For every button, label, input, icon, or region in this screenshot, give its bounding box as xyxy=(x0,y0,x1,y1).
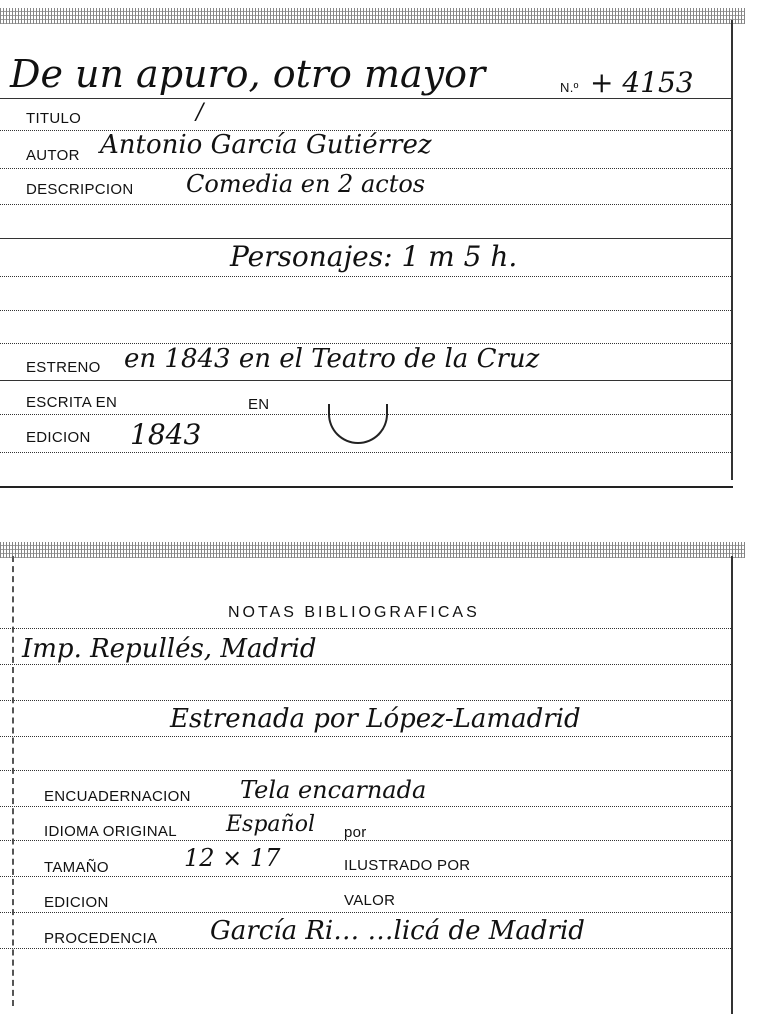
field-value-encuadernacion: Tela encarnada xyxy=(240,776,427,804)
rule-line xyxy=(0,628,731,629)
field-value-estreno: en 1843 en el Teatro de la Cruz xyxy=(124,344,540,374)
note-line-1: Imp. Repullés, Madrid xyxy=(22,634,317,664)
card-top-edge-texture xyxy=(0,8,745,24)
rule-line xyxy=(0,238,731,239)
field-value-edicion: 1843 xyxy=(130,418,202,451)
rule-line xyxy=(0,310,731,311)
field-label-idioma-original: IDIOMA ORIGINAL xyxy=(44,823,177,840)
field-label-escrita-en: ESCRITA EN xyxy=(26,394,118,411)
rule-line xyxy=(0,736,731,737)
rule-line xyxy=(0,912,731,913)
field-label-autor: AUTOR xyxy=(26,147,80,164)
field-label-tamano: TAMAÑO xyxy=(44,859,109,876)
field-value-idioma-original: Español xyxy=(226,812,315,837)
rule-line xyxy=(0,806,731,807)
field-value-personajes: Personajes: 1 m 5 h. xyxy=(230,240,518,273)
handwritten-title: De un apuro, otro mayor xyxy=(10,52,486,96)
rule-line xyxy=(0,276,731,277)
rule-line xyxy=(0,380,731,381)
field-label-encuadernacion: ENCUADERNACION xyxy=(44,788,191,805)
handwritten-catalog-number: + 4153 xyxy=(590,66,694,99)
field-label-en: EN xyxy=(248,396,270,413)
field-label-por: por xyxy=(344,824,367,841)
card-bottom-left-border xyxy=(12,556,14,1006)
card-bottom-right-border xyxy=(731,556,733,1014)
field-label-estreno: ESTRENO xyxy=(26,359,101,376)
rule-line xyxy=(0,452,731,453)
field-label-titulo: TITULO xyxy=(26,110,82,127)
rule-line xyxy=(0,204,731,205)
field-label-procedencia: PROCEDENCIA xyxy=(44,930,158,947)
rule-line xyxy=(0,664,731,665)
field-value-tamano: 12 × 17 xyxy=(184,844,281,872)
field-label-ilustrado-por: ILUSTRADO POR xyxy=(344,857,471,874)
card-bottom-edge-texture xyxy=(0,542,745,558)
field-label-valor: VALOR xyxy=(344,892,396,909)
field-label-edicion: EDICION xyxy=(44,894,109,911)
note-line-2: Estrenada por López-Lamadrid xyxy=(170,704,581,734)
catalog-card-bottom xyxy=(0,536,745,1026)
field-value-autor: Antonio García Gutiérrez xyxy=(100,130,432,160)
field-value-procedencia: García Ri… …licá de Madrid xyxy=(210,916,585,946)
field-label-descripcion: DESCRIPCION xyxy=(26,181,134,198)
number-label: N.º xyxy=(560,80,579,95)
rule-line xyxy=(0,168,731,169)
rule-line xyxy=(0,700,731,701)
field-label-edicion: EDICION xyxy=(26,429,91,446)
field-value-titulo: / xyxy=(196,100,204,125)
rule-line xyxy=(0,948,731,949)
notes-heading: NOTAS BIBLIOGRAFICAS xyxy=(228,604,480,621)
catalog-card-top xyxy=(0,0,745,492)
card-top-bottom-border xyxy=(0,486,733,488)
ink-curve-mark xyxy=(328,404,388,444)
card-top-right-border xyxy=(731,20,733,480)
rule-line xyxy=(0,876,731,877)
field-value-descripcion: Comedia en 2 actos xyxy=(186,170,426,198)
rule-line xyxy=(0,770,731,771)
